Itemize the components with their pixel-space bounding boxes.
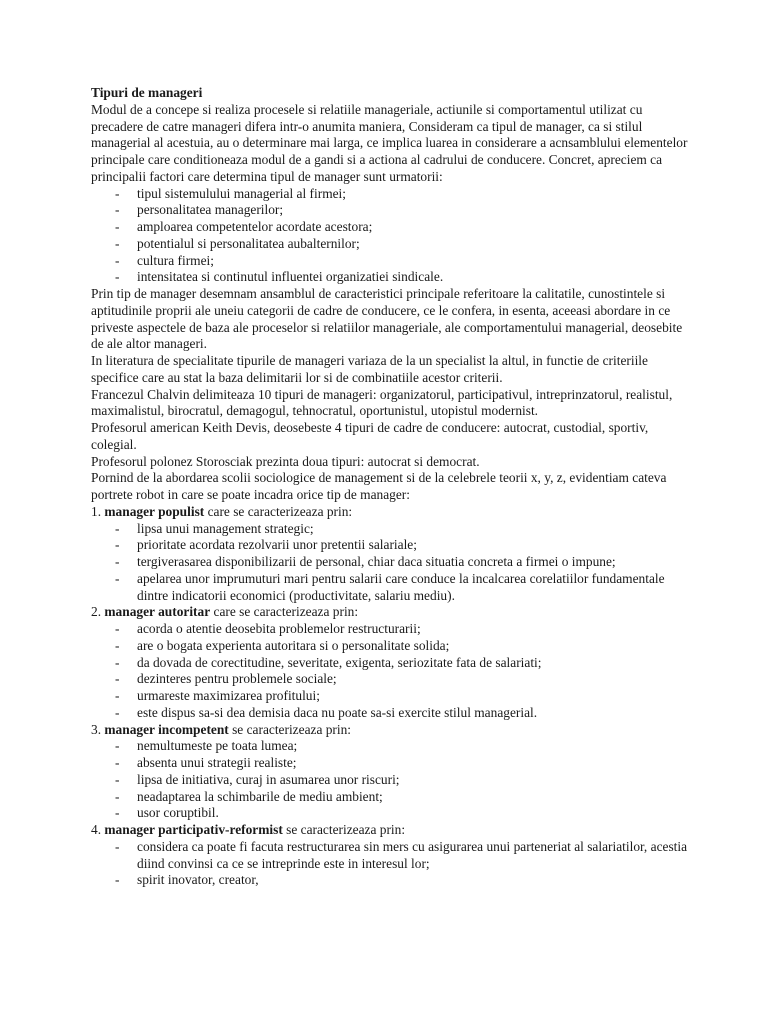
list-item: - dezinteres pentru problemele sociale; <box>115 671 337 687</box>
dash-bullet: - <box>115 537 120 553</box>
list-item: - intensitatea si continutul influentei organizatiei sindicale. <box>115 269 444 285</box>
dash-bullet: - <box>115 554 120 569</box>
type-heading-participativ: 4. manager participativ-reformist se caracterizeaza prin: <box>91 822 406 837</box>
literature-paragraph: In literatura de specialitate tipurile de manageri variaza de la un specialist la altul, in functie de criteriile specifice care au stat la baza delimitarii lor si de combinatiile acestor criterii. <box>91 353 648 385</box>
dash-bullet: - <box>115 520 120 536</box>
theories-paragraph: Pornind de la abordarea scolii sociologice de management si de la celebrele teorii x, y, z, evidentiam cateva portrete robot in care se poate incadra orice tip de manager: <box>91 470 667 502</box>
type-name: manager incompetent <box>104 721 229 737</box>
type-name: manager participativ-reformist <box>104 822 283 837</box>
list-item: - apelarea unor imprumuturi mari pentru salarii care conduce la incalcarea corelatiilor fundamentale dintre indicatorii economici (productivitate, salariu mediu). <box>115 570 665 603</box>
dash-bullet: - <box>115 788 120 804</box>
list-item: - considera ca poate fi facuta restructurarea sin mers cu asigurarea unui parteneriat al salariatilor, acestia diind convinsi ca ce se intreprinde este in interesul lor; <box>115 838 688 871</box>
dash-bullet: - <box>115 838 120 854</box>
list-item: - spirit inovator, creator, <box>115 872 259 888</box>
dash-bullet: - <box>115 235 120 251</box>
list-item: - amploarea competentelor acordate acestora; <box>115 219 373 234</box>
dash-bullet: - <box>115 621 120 636</box>
type-name: manager autoritar <box>104 604 211 620</box>
chalvin-paragraph: Francezul Chalvin delimiteaza 10 tipuri de manageri: organizatorul, participativul, intreprinzatorul, realistul, maximalistul, birocratul, demagogul, tehnocratul, oportunistul, utopistul modernist. <box>91 386 673 419</box>
document-page <box>91 85 691 889</box>
dash-bullet: - <box>115 570 120 586</box>
dash-bullet: - <box>115 219 120 234</box>
dash-bullet: - <box>115 637 120 653</box>
intro-paragraph: Modul de a concepe si realiza procesele si relatiile manageriale, actiunile si comportamentul utilizat cu precadere de catre manageri difera intr-o anumita maniera, Consideram ca tipul de manager, ca si stilul managerial al acestuia, au o determinare mai larga, ce implica luarea in considerare a acnsamblului elementelor principale care conditioneaza modul de a gandi si a actiona al cadrului de conducere. Concret, apreciem ca principalii factori care determina tipul de manager sunt urmatorii: <box>91 101 688 184</box>
participativ-list <box>91 839 691 889</box>
list-item: - tipul sistemulului managerial al firmei; <box>115 185 346 201</box>
dash-bullet: - <box>115 688 120 703</box>
incompetent-list <box>91 738 691 822</box>
dash-bullet: - <box>115 671 120 687</box>
list-item: - este dispus sa-si dea demisia daca nu poate sa-si exercite stilul managerial. <box>115 704 538 720</box>
list-item: - potentialul si personalitatea aubalternilor; <box>115 235 360 251</box>
dash-bullet: - <box>115 252 120 268</box>
document-title: Tipuri de manageri <box>91 85 203 100</box>
list-item: - absenta unui strategii realiste; <box>115 755 297 770</box>
dash-bullet: - <box>115 704 120 720</box>
list-item: - cultura firmei; <box>115 252 214 268</box>
dash-bullet: - <box>115 654 120 670</box>
list-item: - urmareste maximizarea profitului; <box>115 688 320 703</box>
type-heading-populist: 1. manager populist care se caracterizeaza prin: <box>91 503 353 519</box>
list-item: - personalitatea managerilor; <box>115 202 284 218</box>
type-heading-autoritar: 2. manager autoritar care se caracterizeaza prin: <box>91 604 359 620</box>
definition-paragraph: Prin tip de manager desemnam ansamblul de caracteristici principale referitoare la calitatile, cunostintele si aptitudinile proprii ale uneiu categorii de cadre de conducere, ce le confera, in esenta, aceeasi abordare in ce priveste aspectele de baza ale proceselor si relatiilor manageriale, ale comportamentului managerial, deosebite de ale altor manageri. <box>91 286 683 352</box>
dash-bullet: - <box>115 755 120 770</box>
list-item: - are o bogata experienta autoritara si o personalitate solida; <box>115 637 450 653</box>
list-item: - acorda o atentie deosebita problemelor restructurarii; <box>115 621 421 636</box>
list-item: - lipsa unui management strategic; <box>115 520 314 536</box>
list-item: - da dovada de corectitudine, severitate, exigenta, seriozitate fata de salariati; <box>115 654 542 670</box>
list-item: - nemultumeste pe toata lumea; <box>115 738 298 754</box>
list-item: - tergiverasarea disponibilizarii de personal, chiar daca situatia concreta a firmei o impune; <box>115 554 616 569</box>
dash-bullet: - <box>115 805 120 821</box>
dash-bullet: - <box>115 738 120 754</box>
devis-paragraph: Profesorul american Keith Devis, deosebeste 4 tipuri de cadre de conducere: autocrat, custodial, sportiv, colegial. <box>91 420 649 452</box>
dash-bullet: - <box>115 202 120 218</box>
storosciak-paragraph: Profesorul polonez Storosciak prezinta doua tipuri: autocrat si democrat. <box>91 453 480 469</box>
type-name: manager populist <box>104 503 205 519</box>
list-item: - prioritate acordata rezolvarii unor pretentii salariale; <box>115 537 417 553</box>
list-item: - usor coruptibil. <box>115 805 219 821</box>
dash-bullet: - <box>115 872 120 888</box>
factors-list <box>91 186 691 287</box>
dash-bullet: - <box>115 269 120 285</box>
list-item: - neadaptarea la schimbarile de mediu ambient; <box>115 788 383 804</box>
type-heading-incompetent: 3. manager incompetent se caracterizeaza prin: <box>91 721 352 737</box>
populist-list <box>91 521 691 605</box>
dash-bullet: - <box>115 185 120 201</box>
autoritar-list <box>91 621 691 722</box>
list-item: - lipsa de initiativa, curaj in asumarea unor riscuri; <box>115 771 400 787</box>
dash-bullet: - <box>115 771 120 787</box>
